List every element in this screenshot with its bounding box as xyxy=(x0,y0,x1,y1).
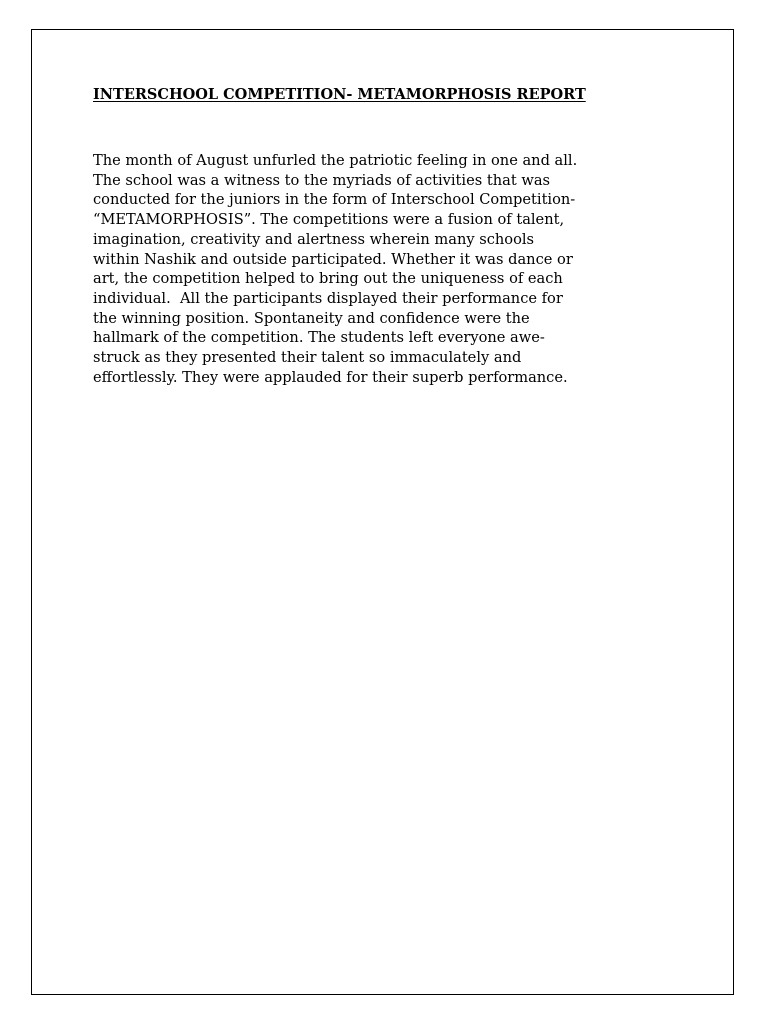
paragraph-line: effortlessly. They were applauded for their superb performance. xyxy=(93,368,568,386)
paragraph-line: within Nashik and outside participated. Whether it was dance or xyxy=(93,250,573,268)
paragraph-line: struck as they presented their talent so immaculately and xyxy=(93,349,522,367)
paragraph-line: art, the competition helped to bring out the uniqueness of each xyxy=(93,270,563,288)
paragraph-line: imagination, creativity and alertness wherein many schools xyxy=(93,230,535,248)
paragraph-line: conducted for the juniors in the form of Interschool Competition- xyxy=(93,191,576,209)
paragraph-line: “METAMORPHOSIS”. The competitions were a fusion of talent, xyxy=(93,211,565,229)
paragraph-line: individual. All the participants displayed their performance for xyxy=(93,289,563,307)
paragraph-line: The month of August unfurled the patriotic feeling in one and all. xyxy=(93,152,578,169)
paragraph-line: the winning position. Spontaneity and confidence were the xyxy=(93,309,530,327)
paragraph-line: hallmark of the competition. The students left everyone awe- xyxy=(93,329,545,347)
report-paragraph xyxy=(93,151,693,387)
paragraph-line: The school was a witness to the myriads of activities that was xyxy=(93,171,551,189)
report-title: INTERSCHOOL COMPETITION- METAMORPHOSIS REPORT xyxy=(93,86,586,103)
